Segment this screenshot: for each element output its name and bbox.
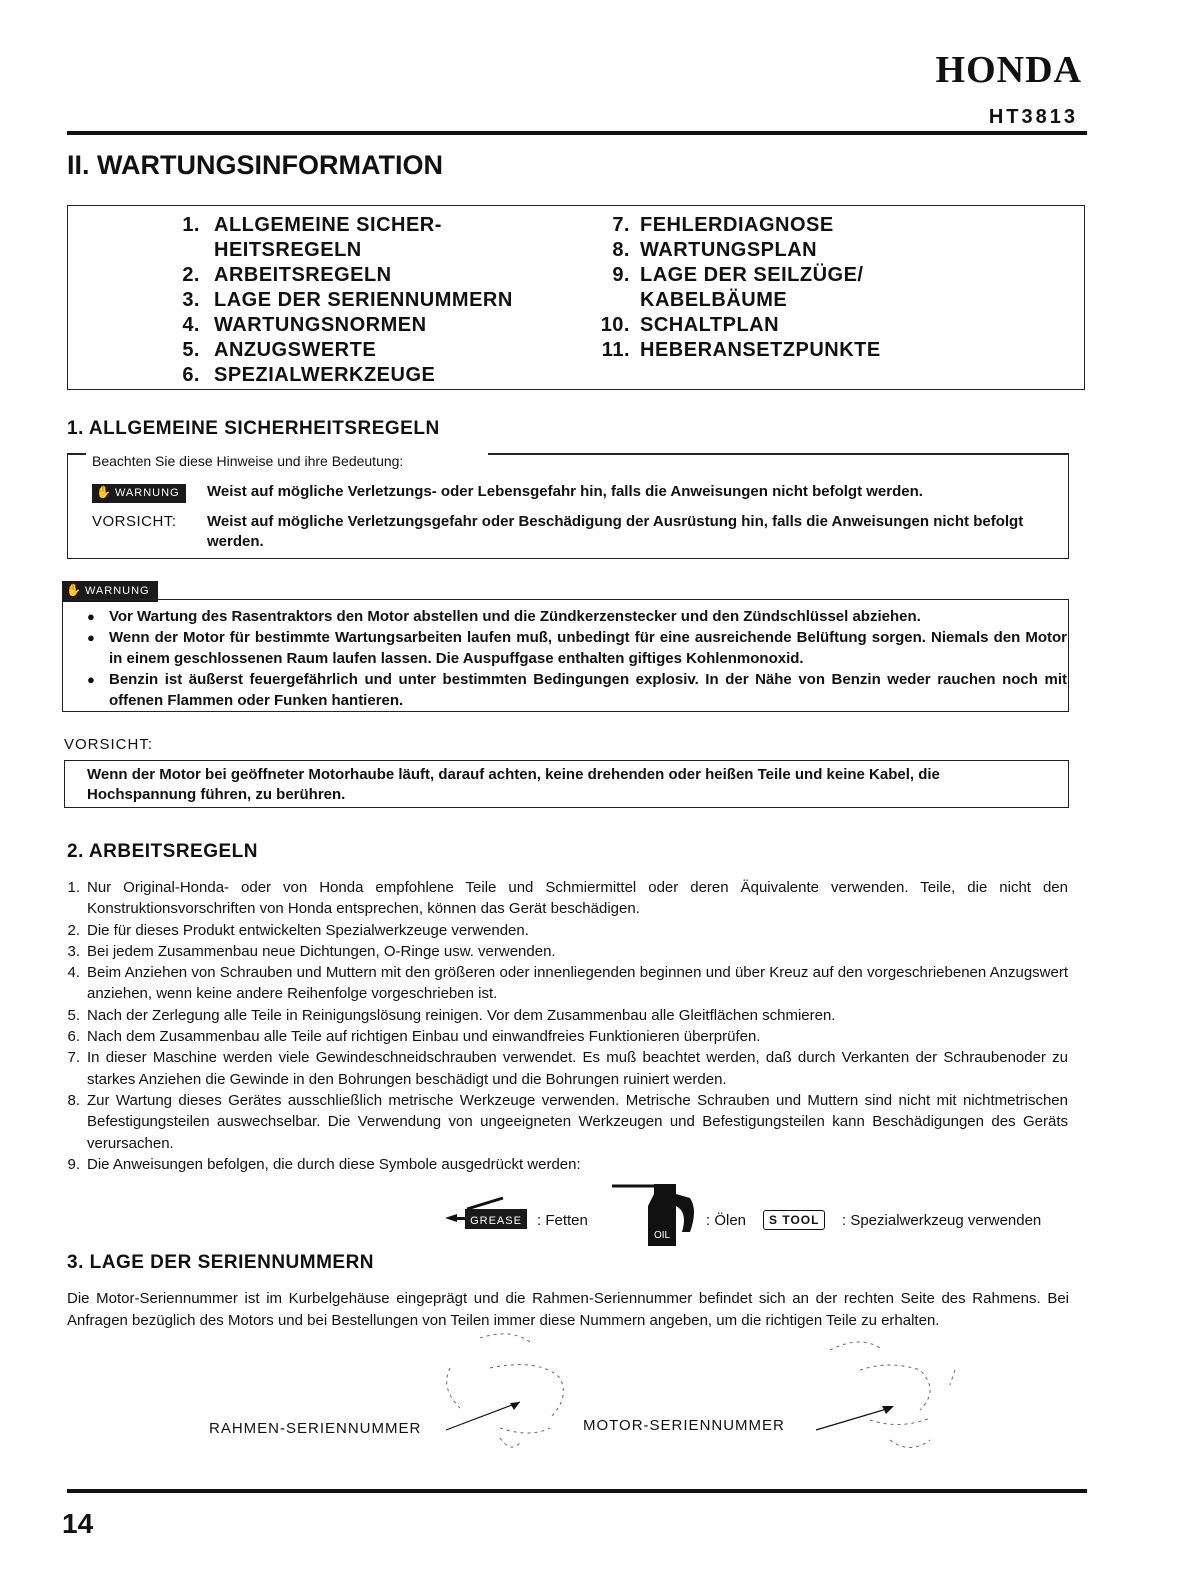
toc-num: 11. [601,339,630,361]
toc-label: SCHALTPLAN [640,314,780,336]
list-item: ● Benzin ist äußerst feuergefährlich und unter bestimmten Bedingungen explosiv. In der Nähe von Benzin weder rauchen noch mit offenen Flammen oder Funken hantieren. [87,669,1067,711]
rule-text: Nur Original-Honda- oder von Honda empfohlene Teile und Schmiermittel oder deren Äquivalente verwenden. Teile, die nicht den Konstruktionsvorschriften von Honda entsprechen, können das Gerät beschädigen. [87,879,1068,918]
frame-serial-illustration [420,1328,580,1458]
rule-text: Beim Anziehen von Schrauben und Muttern mit den größeren oder innenliegenden beginnen und über Kreuz auf den vorgeschriebenen Anzugswert anziehen, wenn keine andere Reihenfolge vorgeschrieben ist. [87,964,1068,1003]
engine-serial-illustration [810,1330,970,1460]
rule-num: 6. [67,1028,80,1046]
table-of-contents [67,205,1085,390]
list-item: ● Vor Wartung des Rasentraktors den Motor abstellen und die Zündkerzenstecker und den Zündschlüssel abziehen. [87,606,1067,627]
frame-serial-label: RAHMEN-SERIENNUMMER [209,1420,422,1437]
toc-num: 8. [612,239,630,261]
toc-item [168,263,513,288]
special-tool-text: : Spezialwerkzeug verwenden [842,1212,1042,1229]
legend-box-rule [488,453,1068,455]
toc-item [168,313,513,338]
list-item [62,1047,1068,1090]
legend-warning-label [92,482,207,503]
toc-item [590,238,881,263]
oil-text: : Ölen [706,1212,747,1229]
toc-label: LAGE DER SERIENNUMMERN [214,289,513,311]
toc-column-right [590,213,881,363]
toc-label: FEHLERDIAGNOSE [640,214,834,236]
legend-box-rule [68,453,86,455]
grease-text: : Fetten [537,1212,588,1229]
rule-text: Nach der Zerlegung alle Teile in Reinigungslösung reinigen. Vor dem Zusammenbau alle Gleitflächen schmieren. [87,1006,836,1024]
grease-icon [445,1195,535,1233]
legend-warning-text: Weist auf mögliche Verletzungs- oder Lebensgefahr hin, falls die Anweisungen nicht befolgt werden. [207,483,923,500]
rule-num: 5. [67,1006,80,1024]
toc-item [590,213,881,238]
engine-serial-label: MOTOR-SERIENNUMMER [583,1417,785,1434]
warning-badge-text: WARNUNG [114,487,180,499]
footer-rule [67,1489,1087,1493]
toc-item [590,338,881,363]
toc-item [168,213,513,263]
section-2-title: 2. ARBEITSREGELN [67,841,258,862]
oil-icon-label: OIL [653,1230,671,1241]
toc-item [168,338,513,363]
toc-item [590,313,881,338]
list-item [62,920,1068,941]
toc-num: 10. [600,314,630,336]
toc-label: SPEZIALWERKZEUGE [214,364,436,386]
grease-icon-label: GREASE [470,1215,522,1227]
toc-item [590,263,881,313]
warning-badge [92,484,186,503]
header-rule [67,131,1087,135]
toc-num: 3. [182,289,200,311]
toc-num: 7. [612,214,630,236]
rules-list [62,877,1068,1175]
rule-num: 2. [67,921,80,939]
toc-label: ALLGEMEINE SICHER- HEITSREGELN [214,214,442,261]
toc-num: 9. [612,264,630,286]
rule-num: 4. [67,964,80,982]
rule-text: Die Anweisungen befolgen, die durch diese Symbole ausgedrückt werden: [87,1155,581,1173]
toc-item [168,288,513,313]
toc-label: WARTUNGSNORMEN [214,314,427,336]
caution-heading: VORSICHT: [64,736,154,753]
hand-icon: ✋ [96,485,112,499]
rule-num: 3. [67,942,80,960]
list-item [62,1154,1068,1175]
list-item [62,877,1068,920]
toc-num: 2. [182,264,200,286]
rule-num: 7. [67,1049,80,1067]
legend-warning-row [92,482,1052,503]
list-item [62,962,1068,1005]
section-1-title: 1. ALLGEMEINE SICHERHEITSREGELN [67,418,440,439]
rule-num: 8. [67,1091,80,1109]
chapter-title: II. WARTUNGSINFORMATION [67,150,443,180]
rule-text: Bei jedem Zusammenbau neue Dichtungen, O-Ringe usw. verwenden. [87,942,556,960]
legend-caution-row [92,512,1052,552]
brand-logo: HONDA [935,49,1082,91]
legend-box [67,453,1069,559]
section-3-text: Die Motor-Seriennummer ist im Kurbelgehäuse eingeprägt und die Rahmen-Seriennummer befindet sich an der rechten Seite des Rahmens. Bei Anfragen bezüglich des Motors und bei Bestellungen von Teilen immer diese Nummern angeben, um die richtigen Teile zu erhalten. [67,1290,1069,1329]
toc-column-left [168,213,513,388]
rule-text: Die für dieses Produkt entwickelten Spezialwerkzeuge verwenden. [87,921,529,939]
list-item [62,941,1068,962]
rule-text: In dieser Maschine werden viele Gewindeschneidschrauben verwendet. Es muß beachtet werden, daß durch Verkanten der Schraubenoder zu starkes Anziehen die Gewinde in den Bohrungen beschädigt und die Bohrungen ruiniert werden. [87,1049,1068,1088]
toc-label: WARTUNGSPLAN [640,239,818,261]
section-3-title: 3. LAGE DER SERIENNUMMERN [67,1252,375,1273]
model-number: HT3813 [988,106,1078,128]
toc-num: 5. [182,339,200,361]
caution-box-text: Wenn der Motor bei geöffneter Motorhaube läuft, darauf achten, keine drehenden oder heißen Teile und keine Kabel, die Hochspannung führen, zu berühren. [87,766,940,803]
oil-icon [610,1180,705,1248]
warning-badge-text: WARNUNG [84,585,150,597]
special-tool-icon-label: S TOOL [769,1213,820,1227]
legend-caution-text: Weist auf mögliche Verletzungsgefahr oder Beschädigung der Ausrüstung hin, falls die Anweisungen nicht befolgt werden. [207,513,1024,550]
list-item [62,1090,1068,1154]
warning-box [62,599,1069,712]
toc-item [168,363,513,388]
toc-num: 4. [182,314,200,336]
toc-label: HEBERANSETZPUNKTE [640,339,881,361]
legend-caution-label: VORSICHT: [92,513,177,530]
warning-list [87,606,1067,711]
toc-num: 6. [182,364,200,386]
page-number: 14 [62,1508,94,1539]
legend-intro: Beachten Sie diese Hinweise und ihre Bedeutung: [92,453,404,469]
rule-text: Zur Wartung dieses Gerätes ausschließlich metrische Werkzeuge verwenden. Metrische Schrauben und Muttern sind nicht mit nichtmetrischen Befestigungsteilen auswechselbar. Die Verwendung von ungeeigneten Werkzeugen und Befestigungsteilen kann Beschädigungen des Geräts verursachen. [87,1091,1068,1152]
list-item: ● Wenn der Motor für bestimmte Wartungsarbeiten laufen muß, unbedingt für eine ausreichende Belüftung sorgen. Niemals den Motor in einem geschlossenen Raum laufen lassen. Die Auspuffgase enthalten giftiges Kohlenmonoxid. [87,627,1067,669]
list-item [62,1026,1068,1047]
toc-label: ANZUGSWERTE [214,339,377,361]
toc-label: LAGE DER SEILZÜGE/ KABELBÄUME [640,264,864,311]
list-item [62,1005,1068,1026]
rule-num: 1. [67,879,80,896]
rule-num: 9. [67,1155,80,1173]
toc-label: ARBEITSREGELN [214,264,392,286]
toc-num: 1. [182,214,200,236]
rule-text: Nach dem Zusammenbau alle Teile auf richtigen Einbau und einwandfreies Funktionieren überprüfen. [87,1028,761,1046]
caution-box [64,760,1069,808]
special-tool-icon [763,1210,825,1230]
hand-icon: ✋ [66,583,82,597]
